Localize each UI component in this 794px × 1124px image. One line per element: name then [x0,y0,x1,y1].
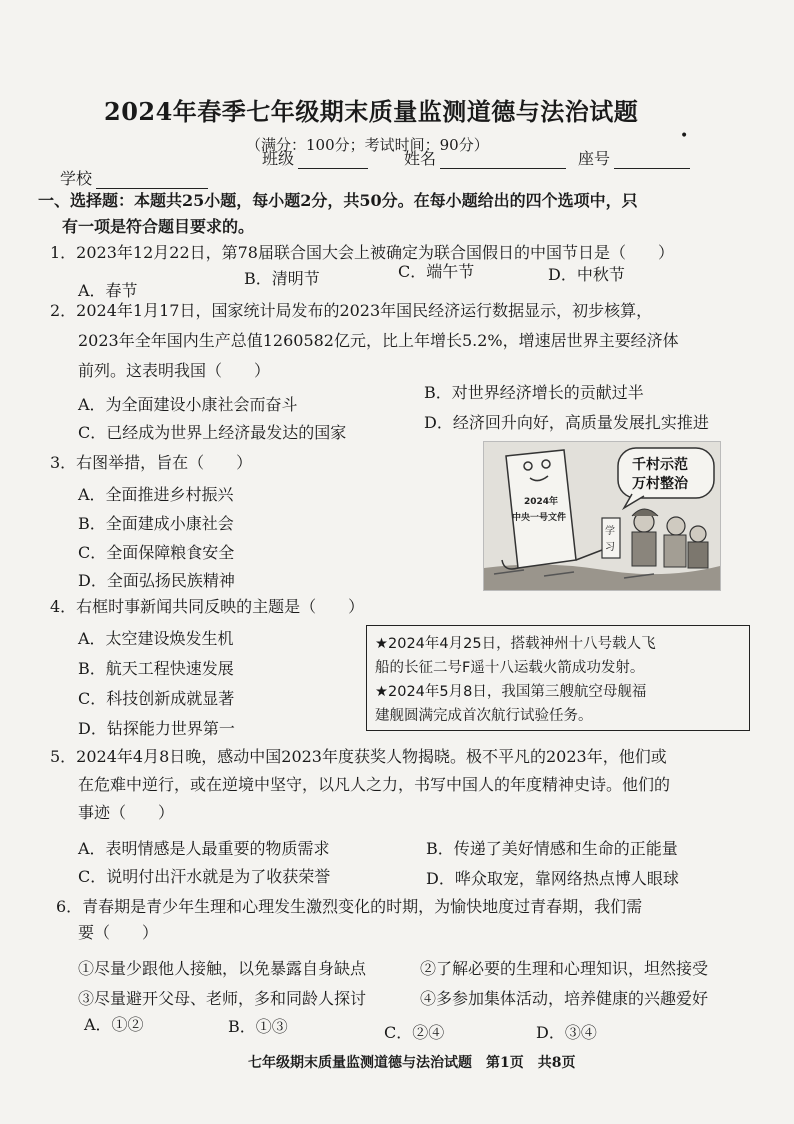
page-footer: 七年级期末质量监测道德与法治试题 第1页 共8页 [248,1055,576,1071]
q5-option-d[interactable]: D．哗众取宠，靠网络热点博人眼球 [426,869,679,888]
q5-option-c[interactable]: C．说明付出汗水就是为了收获荣誉 [78,867,331,886]
news-item1-line2: 船的长征二号F遥十八运载火箭成功发射。 [375,660,645,676]
q4-option-c[interactable]: C．科技创新成就显著 [78,689,235,708]
figure-doc-year: 2024年 [524,497,559,507]
figure-sign-char1: 学 [605,526,615,537]
section1-heading-line2: 有一项是符合题目要求的。 [62,217,255,236]
q2-stem-line3: 前列。这表明我国（ ） [78,361,271,380]
q2-stem-line1: 2．2024年1月17日，国家统计局发布的2023年国民经济运行数据显示，初步核算， [50,301,653,320]
q6-option-c[interactable]: C．②④ [384,1023,445,1042]
school-field[interactable] [60,166,208,189]
q4-option-b[interactable]: B．航天工程快速发展 [78,659,234,678]
q3-option-d[interactable]: D．全面弘扬民族精神 [78,571,235,590]
q5-stem-line2: 在危难中逆行，或在逆境中坚守，以凡人之力，书写中国人的年度精神史诗。他们的 [78,775,671,794]
q3-stem: 3．右图举措，旨在（ ） [50,453,253,472]
name-label: 姓名 [404,149,437,168]
exam-subtitle: （满分：100分；考试时间：90分） [246,136,489,154]
section1-heading-line1: 一、选择题：本题共25小题，每小题2分，共50分。在每小题给出的四个选项中，只 [38,191,638,210]
q1-option-b[interactable]: B．清明节 [244,269,320,288]
q6-option-b[interactable]: B．①③ [228,1017,288,1036]
school-label: 学校 [60,169,93,188]
q1-stem: 1．2023年12月22日，第78届联合国大会上被确定为联合国假日的中国节日是（ ） [50,243,674,262]
q3-option-c[interactable]: C．全面保障粮食安全 [78,543,235,562]
q6-stem-line1: 6．青春期是青少年生理和心理发生激烈变化的时期，为愉快地度过青春期，我们需 [56,897,643,916]
q2-option-a[interactable]: A．为全面建设小康社会而奋斗 [78,395,298,414]
figure-caption-line2: 万村整治 [632,476,688,492]
q6-statement-2: ②了解必要的生理和心理知识，坦然接受 [420,959,709,978]
q2-option-d[interactable]: D．经济回升向好，高质量发展扎实推进 [424,413,709,432]
news-item2-line1: ★2024年5月8日，我国第三艘航空母舰福 [375,684,647,700]
q5-stem-line1: 5．2024年4月8日晚，感动中国2023年度获奖人物揭晓。极不平凡的2023年，他们或 [50,747,667,766]
q5-option-a[interactable]: A．表明情感是人最重要的物质需求 [78,839,330,858]
cartoon-illustration [484,442,720,590]
q3-option-a[interactable]: A．全面推进乡村振兴 [78,485,234,504]
q6-stem-line2: 要（ ） [78,923,159,942]
q6-statement-1: ①尽量少跟他人接触，以免暴露自身缺点 [78,959,367,978]
q1-option-c[interactable]: C．端午节 [398,262,475,281]
exam-title: 2024年春季七年级期末质量监测道德与法治试题 [104,97,639,126]
figure-caption-line1: 千村示范 [632,457,688,473]
q4-news-box [366,625,750,731]
name-field[interactable] [404,146,566,169]
q1-option-d[interactable]: D．中秋节 [548,265,625,284]
news-item1-line1: ★2024年4月25日，搭载神州十八号载人飞 [375,636,656,652]
q4-option-a[interactable]: A．太空建设焕发生机 [78,629,234,648]
q3-option-b[interactable]: B．全面建成小康社会 [78,514,234,533]
figure-doc-title: 中央一号文件 [512,513,567,523]
q2-stem-line2: 2023年全年国内生产总值1260582亿元，比上年增长5.2%，增速居世界主要经济体 [78,331,679,350]
q4-option-d[interactable]: D．钻探能力世界第一 [78,719,235,738]
seat-label: 座号 [578,149,611,168]
q6-option-a[interactable]: A．①② [84,1015,144,1034]
figure-sign-char2: 习 [605,542,615,553]
news-item2-line2: 建舰圆满完成首次航行试验任务。 [375,708,593,724]
class-label: 班级 [262,149,295,168]
q6-option-d[interactable]: D．③④ [536,1023,597,1042]
q1-option-a[interactable]: A．春节 [78,281,138,300]
q5-option-b[interactable]: B．传递了美好情感和生命的正能量 [426,839,678,858]
q2-option-b[interactable]: B．对世界经济增长的贡献过半 [424,383,644,402]
q4-stem: 4．右框时事新闻共同反映的主题是（ ） [50,597,365,616]
class-field[interactable] [262,146,368,169]
q5-stem-line3: 事迹（ ） [78,803,175,822]
stray-dot: • [680,128,689,144]
q2-option-c[interactable]: C．已经成为世界上经济最发达的国家 [78,423,347,442]
q6-statement-4: ④多参加集体活动，培养健康的兴趣爱好 [420,989,709,1008]
q3-cartoon-figure [483,441,721,591]
q6-statement-3: ③尽量避开父母、老师，多和同龄人探讨 [78,989,367,1008]
seat-field[interactable] [578,146,690,169]
